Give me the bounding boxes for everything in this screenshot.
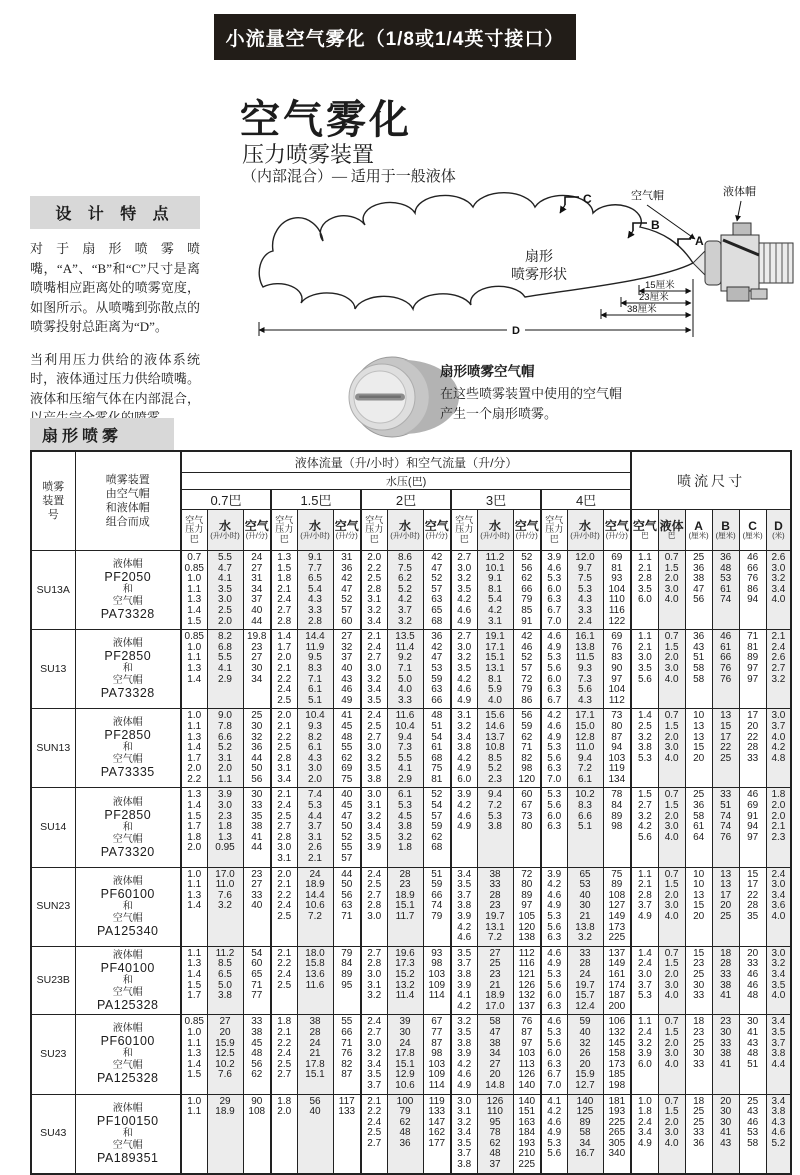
air-flow-values-cell: 55 66 71 76 82 87 — [333, 1015, 361, 1094]
subheader-water: 水 (升/小时) — [297, 510, 333, 551]
air-pressure-values-cell: 1.8 2.0 — [271, 1094, 297, 1174]
device-desc-line: PF60100 — [100, 886, 155, 901]
subheader-air-pressure: 空气 压力 巴 — [361, 510, 387, 551]
device-number-cell: SU23 — [31, 1015, 75, 1094]
device-desc-line: PA189351 — [97, 1150, 159, 1165]
air-pressure-values-cell: 4.6 5.3 5.6 6.0 6.3 6.7 7.0 — [541, 1015, 567, 1094]
col-header-flow-title: 液体流量（升/小时）和空气流量（升/分） — [181, 451, 631, 473]
subheader-water: 水 (升/小时) — [567, 510, 603, 551]
air-flow-values-cell: 40 45 47 50 52 55 57 — [333, 788, 361, 867]
air-pressure-values-cell: 1.3 1.5 1.8 2.1 2.4 2.7 2.8 — [271, 551, 297, 630]
device-number-cell: SU14 — [31, 788, 75, 867]
dim-38cm-label: 38厘米 — [627, 304, 657, 315]
spray-shape-diagram — [235, 183, 800, 348]
dims-b-cell: 23 30 33 38 41 — [712, 1015, 739, 1094]
device-desc-line: 和 — [122, 742, 133, 754]
dims-liquid-bar-cell: 0.7 1.5 2.0 3.0 4.0 — [658, 1015, 685, 1094]
dims-air-bar-cell: 1.1 2.1 3.0 3.5 5.6 — [631, 630, 658, 709]
air-pressure-values-cell: 0.85 1.0 1.1 1.3 1.4 — [181, 630, 207, 709]
dims-liquid-bar-cell: 0.7 1.5 2.0 3.0 4.0 — [658, 551, 685, 630]
air-pressure-values-cell: 0.85 1.0 1.1 1.3 1.4 1.5 — [181, 1015, 207, 1094]
water-flow-values-cell: 7.4 5.3 4.4 3.7 3.1 2.6 2.1 — [297, 788, 333, 867]
dims-b-cell: 36 48 53 61 74 — [712, 551, 739, 630]
water-flow-values-cell: 19.6 17.3 15.2 13.2 11.4 — [387, 946, 423, 1015]
dims-a-cell: 25 36 38 47 56 — [685, 551, 712, 630]
subheader-air-pressure: 空气 压力 巴 — [541, 510, 567, 551]
dims-d-cell: 2.6 3.0 3.2 3.4 4.0 — [766, 551, 791, 630]
air-pressure-values-cell: 3.9 4.6 5.3 6.0 6.3 6.7 7.0 — [541, 551, 567, 630]
air-flow-values-cell: 24 27 31 34 37 40 44 — [243, 551, 271, 630]
device-desc-line: 空气帽 — [112, 596, 143, 608]
air-pressure-values-cell: 2.1 2.2 2.4 2.5 2.7 — [361, 1094, 387, 1174]
device-desc-line: PA125340 — [97, 923, 159, 938]
water-flow-values-cell: 12.0 9.7 7.5 5.3 4.3 3.3 2.4 — [567, 551, 603, 630]
spray-table-body — [31, 551, 791, 1174]
subheader-air: 空气 (升/分) — [243, 510, 271, 551]
device-description-cell — [75, 630, 181, 709]
table-row — [31, 709, 791, 788]
air-flow-values-cell: 44 50 56 63 71 — [333, 867, 361, 946]
subheader-water: 水 (升/小时) — [387, 510, 423, 551]
device-number-cell: SU13 — [31, 630, 75, 709]
air-flow-values-cell: 25 30 32 36 44 50 56 — [243, 709, 271, 788]
device-desc-line: 空气帽 — [112, 986, 143, 998]
device-description-cell — [75, 946, 181, 1015]
air-pressure-values-cell: 4.6 4.9 5.3 5.6 6.0 6.3 — [541, 946, 567, 1015]
device-desc-line: PF2050 — [104, 570, 152, 585]
dims-b-cell: 20 30 30 41 43 — [712, 1094, 739, 1174]
subheader-air: 空气 (升/分) — [423, 510, 451, 551]
air-cap-label: 空气帽 — [631, 190, 664, 202]
air-flow-values-cell: 73 80 87 94 103 119 134 — [603, 709, 631, 788]
device-desc-line: 和 — [122, 900, 133, 912]
design-paragraph-1: 对于扇形喷雾喷嘴，“A”、“B”和“C”尺寸是离喷嘴相应距离处的喷雾宽度，如图所示。从喷嘴到弥散点的喷雾投射总距离为“D”。 — [30, 241, 200, 334]
water-flow-values-cell: 5.5 4.7 4.1 3.5 3.0 2.5 2.0 — [207, 551, 243, 630]
subheader-air: 空气 (升/分) — [513, 510, 541, 551]
dims-liquid-bar-cell: 0.7 1.5 2.0 3.0 4.0 — [658, 709, 685, 788]
device-desc-line: 空气帽 — [112, 912, 143, 924]
water-flow-values-cell: 38 28 24 21 17.8 15.1 — [297, 1015, 333, 1094]
air-pressure-values-cell: 1.3 1.4 1.5 1.7 1.8 2.0 — [181, 788, 207, 867]
pressure-group-2bar: 2巴 — [361, 490, 451, 510]
dims-a-cell: 36 43 51 58 58 — [685, 630, 712, 709]
air-pressure-values-cell: 3.4 3.5 3.7 3.8 3.9 4.2 4.6 — [451, 867, 477, 946]
spray-shape-label-line2: 喷雾形状 — [511, 266, 567, 282]
subheader-air-pressure: 空气 压力 巴 — [181, 510, 207, 551]
dims-d-cell: 2.1 2.4 2.6 2.7 3.2 — [766, 630, 791, 709]
subheader-air-pressure: 空气 压力 巴 — [451, 510, 477, 551]
subheader-air: 空气 (升/分) — [603, 510, 631, 551]
device-description-cell — [75, 788, 181, 867]
water-flow-values-cell: 100 79 62 48 36 — [387, 1094, 423, 1174]
air-flow-values-cell: 31 36 42 47 52 57 60 — [333, 551, 361, 630]
air-flow-values-cell: 52 54 57 59 62 68 — [423, 788, 451, 867]
water-flow-values-cell: 65 53 40 30 21 13.8 3.2 — [567, 867, 603, 946]
air-pressure-values-cell: 4.1 4.2 4.6 4.9 5.3 5.6 — [541, 1094, 567, 1174]
device-desc-line: 空气帽 — [112, 1060, 143, 1072]
water-flow-values-cell: 3.9 3.0 2.3 1.8 1.3 0.95 — [207, 788, 243, 867]
device-desc-line: PA73328 — [100, 607, 155, 622]
air-pressure-values-cell: 2.1 2.2 2.4 2.5 — [271, 946, 297, 1015]
water-flow-values-cell: 140 125 89 58 34 16.7 — [567, 1094, 603, 1174]
device-desc-line: 液体帽 — [112, 1102, 143, 1114]
device-desc-line: 液体帽 — [112, 796, 143, 808]
device-desc-line: 液体帽 — [112, 949, 143, 961]
spray-shape-label-line1: 扇形 — [525, 248, 553, 264]
water-flow-values-cell: 11.6 10.4 9.4 7.3 5.5 4.1 2.9 — [387, 709, 423, 788]
air-pressure-values-cell: 2.4 2.5 2.7 2.8 3.0 — [361, 867, 387, 946]
dims-b-cell: 18 28 33 38 41 — [712, 946, 739, 1015]
air-pressure-values-cell: 2.7 2.8 3.0 3.1 3.2 — [361, 946, 387, 1015]
dim-label-d: D — [512, 325, 520, 337]
dims-c-cell: 20 33 46 46 48 — [739, 946, 766, 1015]
air-pressure-values-cell: 5.3 5.6 6.0 6.3 — [541, 788, 567, 867]
air-cap-caption-line2: 产生一个扇形喷雾。 — [440, 405, 558, 421]
device-desc-line: 空气帽 — [112, 754, 143, 766]
table-row — [31, 630, 791, 709]
air-flow-values-cell: 117 133 — [333, 1094, 361, 1174]
device-desc-line: PA125328 — [97, 1071, 159, 1086]
liquid-cap-label: 液体帽 — [723, 186, 756, 198]
device-description-cell — [75, 1094, 181, 1174]
top-banner — [214, 14, 576, 60]
water-flow-values-cell: 17.1 15.0 12.8 11.0 9.4 7.2 6.1 — [567, 709, 603, 788]
water-flow-values-cell: 11.2 10.1 9.1 8.1 5.4 4.2 3.1 — [477, 551, 513, 630]
design-features-panel — [30, 196, 200, 441]
air-flow-values-cell: 72 80 89 97 105 120 138 — [513, 867, 541, 946]
air-pressure-values-cell: 2.4 2.7 3.0 3.2 3.4 3.5 3.7 — [361, 1015, 387, 1094]
air-pressure-values-cell: 3.1 3.2 3.4 3.8 4.2 4.9 6.0 — [451, 709, 477, 788]
air-cap-caption-title: 扇形喷雾空气帽 — [440, 364, 535, 379]
dims-c-cell: 15 17 22 28 35 — [739, 867, 766, 946]
dims-liquid-bar-cell: 0.7 1.5 2.0 3.0 4.0 — [658, 630, 685, 709]
page-subtitle: 压力喷雾装置 — [242, 142, 375, 167]
dims-air-bar-cell: 1.4 2.5 3.2 3.8 5.3 — [631, 709, 658, 788]
water-flow-values-cell: 56 40 — [297, 1094, 333, 1174]
water-flow-values-cell: 13.5 11.4 9.2 7.1 5.0 4.0 3.3 — [387, 630, 423, 709]
spray-data-table — [30, 450, 792, 1175]
dim-label-c: C — [583, 192, 592, 206]
dims-c-cell: 30 41 43 48 51 — [739, 1015, 766, 1094]
dims-a-cell: 18 25 25 33 36 — [685, 1094, 712, 1174]
fan-air-cap-photo — [342, 350, 437, 445]
air-pressure-values-cell: 2.0 2.1 2.2 2.4 2.5 — [271, 867, 297, 946]
air-pressure-values-cell: 3.2 3.5 3.8 3.9 4.2 4.6 4.9 — [451, 1015, 477, 1094]
device-description-cell — [75, 1015, 181, 1094]
air-flow-values-cell: 41 45 48 55 62 69 75 — [333, 709, 361, 788]
air-pressure-values-cell: 2.7 3.0 3.2 3.5 4.2 4.6 4.9 — [451, 551, 477, 630]
dim-label-a: A — [695, 234, 704, 248]
device-desc-line: 液体帽 — [112, 559, 143, 571]
air-cap-caption-line1: 在这些喷雾装置中使用的空气帽 — [440, 386, 623, 401]
air-pressure-values-cell: 1.8 2.1 2.2 2.4 2.5 2.7 — [271, 1015, 297, 1094]
air-pressure-values-cell: 3.0 3.1 3.2 3.4 3.5 3.9 — [361, 788, 387, 867]
device-desc-line: 和 — [122, 1048, 133, 1060]
dims-c-cell: 25 43 46 53 58 — [739, 1094, 766, 1174]
water-flow-values-cell: 19.1 17.1 15.1 13.1 8.1 5.9 4.0 — [477, 630, 513, 709]
water-flow-values-cell: 33 28 24 19.7 15.7 12.4 — [567, 946, 603, 1015]
device-description-cell — [75, 709, 181, 788]
water-flow-values-cell: 18.0 15.8 13.6 11.6 — [297, 946, 333, 1015]
air-flow-values-cell: 76 87 97 103 113 126 140 — [513, 1015, 541, 1094]
water-flow-values-cell: 59 40 32 26 20 15.9 12.7 — [567, 1015, 603, 1094]
dims-liquid-bar-cell: 0.7 1.5 2.0 3.0 4.0 — [658, 946, 685, 1015]
air-pressure-values-cell: 3.9 4.2 4.6 4.9 5.3 5.6 6.3 — [541, 867, 567, 946]
dims-c-cell: 17 20 22 28 33 — [739, 709, 766, 788]
device-desc-line: 和 — [122, 663, 133, 675]
air-flow-values-cell: 90 108 — [243, 1094, 271, 1174]
air-flow-values-cell: 67 77 87 98 103 109 114 — [423, 1015, 451, 1094]
nozzle-cross-section — [693, 223, 793, 301]
dims-b-cell: 33 51 74 74 76 — [712, 788, 739, 867]
water-flow-values-cell: 9.4 7.2 5.3 3.8 — [477, 788, 513, 867]
device-description-cell — [75, 867, 181, 946]
dim-23cm-label: 23厘米 — [639, 292, 669, 303]
dims-b-cell: 13 13 17 20 25 — [712, 867, 739, 946]
air-pressure-values-cell: 2.7 3.0 3.2 3.5 4.2 4.6 4.9 — [451, 630, 477, 709]
air-flow-values-cell: 93 98 103 109 114 — [423, 946, 451, 1015]
design-features-header: 设 计 特 点 — [30, 196, 200, 229]
air-pressure-values-cell: 4.6 4.9 5.3 5.6 6.0 6.3 6.7 — [541, 630, 567, 709]
table-row — [31, 1015, 791, 1094]
dims-a-cell: 10 10 13 15 20 — [685, 867, 712, 946]
dims-liquid-bar-cell: 0.7 1.5 2.0 3.0 4.0 — [658, 788, 685, 867]
dims-air-bar-cell: 1.1 2.1 2.8 3.5 6.0 — [631, 551, 658, 630]
device-desc-line: 液体帽 — [112, 875, 143, 887]
air-pressure-values-cell: 1.4 1.7 2.0 2.1 2.2 2.4 2.5 — [271, 630, 297, 709]
device-desc-line: 液体帽 — [112, 1023, 143, 1035]
water-flow-values-cell: 39 30 24 17.8 15.1 12.9 10.6 — [387, 1015, 423, 1094]
air-flow-values-cell: 119 133 147 162 177 — [423, 1094, 451, 1174]
air-pressure-values-cell: 4.2 4.6 4.9 5.3 5.6 6.3 7.0 — [541, 709, 567, 788]
air-pressure-values-cell: 2.1 2.4 2.5 2.7 2.8 3.0 3.1 — [271, 788, 297, 867]
water-flow-values-cell: 16.1 13.8 11.5 9.3 7.3 5.6 4.3 — [567, 630, 603, 709]
device-desc-line: PA73328 — [100, 686, 155, 701]
water-flow-values-cell: 15.6 14.6 13.7 10.8 8.5 5.2 2.3 — [477, 709, 513, 788]
dims-a-cell: 15 23 25 30 33 — [685, 946, 712, 1015]
water-flow-values-cell: 27 25 23 21 18.9 17.0 — [477, 946, 513, 1015]
subheader-dims-a: A (厘米) — [685, 510, 712, 551]
air-flow-values-cell: 23 27 33 40 — [243, 867, 271, 946]
device-number-cell: SU43 — [31, 1094, 75, 1174]
air-cap-caption — [440, 360, 720, 423]
air-pressure-values-cell: 2.0 2.2 2.5 2.8 3.1 3.2 3.4 — [361, 551, 387, 630]
device-number-cell: SUN13 — [31, 709, 75, 788]
device-desc-line: 空气帽 — [112, 675, 143, 687]
air-flow-values-cell: 140 151 163 184 193 210 225 — [513, 1094, 541, 1174]
dims-d-cell: 2.4 3.0 3.4 3.6 4.0 — [766, 867, 791, 946]
water-flow-values-cell: 38 33 28 23 19.7 13.1 7.2 — [477, 867, 513, 946]
air-pressure-values-cell: 3.9 4.2 4.6 4.9 — [451, 788, 477, 867]
banner-text: 小流量空气雾化（1/8或1/4英寸接口） — [225, 28, 565, 50]
air-flow-values-cell: 51 59 66 74 79 — [423, 867, 451, 946]
dims-air-bar-cell: 1.5 2.7 3.2 4.2 5.6 — [631, 788, 658, 867]
device-desc-line: PF2850 — [104, 807, 152, 822]
air-flow-values-cell: 42 47 52 57 63 65 68 — [423, 551, 451, 630]
dim-label-b: B — [651, 218, 660, 232]
air-flow-values-cell: 48 51 54 61 68 75 81 — [423, 709, 451, 788]
device-desc-line: 液体帽 — [112, 638, 143, 650]
device-desc-line: 空气帽 — [112, 833, 143, 845]
air-pressure-values-cell: 1.0 1.1 1.3 1.4 1.7 2.0 2.2 — [181, 709, 207, 788]
device-desc-line: 和 — [122, 584, 133, 596]
water-flow-values-cell: 28 23 18.9 15.1 11.7 — [387, 867, 423, 946]
dim-15cm-label: 15厘米 — [645, 280, 675, 291]
water-flow-values-cell: 8.6 7.5 6.2 5.2 4.2 3.7 3.2 — [387, 551, 423, 630]
air-pressure-values-cell: 1.0 1.1 1.3 1.4 — [181, 867, 207, 946]
table-row — [31, 551, 791, 630]
device-number-cell: SUN23 — [31, 867, 75, 946]
dims-b-cell: 13 15 17 22 25 — [712, 709, 739, 788]
water-flow-values-cell: 9.1 7.7 6.5 5.4 4.3 3.3 2.8 — [297, 551, 333, 630]
air-flow-values-cell: 30 33 35 38 41 44 — [243, 788, 271, 867]
dims-air-bar-cell: 1.1 2.4 3.2 3.9 6.0 — [631, 1015, 658, 1094]
water-flow-values-cell: 10.2 8.3 6.6 5.1 — [567, 788, 603, 867]
col-header-dims-title: 喷流尺寸 — [631, 451, 791, 510]
device-desc-line: PF60100 — [100, 1034, 155, 1049]
dims-a-cell: 25 36 58 61 64 — [685, 788, 712, 867]
water-flow-values-cell: 9.0 7.8 6.6 5.2 3.1 2.0 1.1 — [207, 709, 243, 788]
subheader-dims-d: D (米) — [766, 510, 791, 551]
air-flow-values-cell: 52 56 62 66 79 85 91 — [513, 551, 541, 630]
air-flow-values-cell: 78 84 89 98 — [603, 788, 631, 867]
col-header-water-pressure: 水压(巴) — [181, 473, 631, 490]
air-pressure-values-cell: 1.0 1.1 — [181, 1094, 207, 1174]
water-flow-values-cell: 27 20 15.9 12.5 10.2 7.6 — [207, 1015, 243, 1094]
air-pressure-values-cell: 2.1 2.4 2.7 3.0 3.2 3.4 3.5 — [361, 630, 387, 709]
subheader-water: 水 (升/小时) — [207, 510, 243, 551]
water-flow-values-cell: 6.1 5.3 4.5 3.8 3.2 1.8 — [387, 788, 423, 867]
pressure-group-4bar: 4巴 — [541, 490, 631, 510]
air-flow-values-cell: 56 59 62 71 82 98 120 — [513, 709, 541, 788]
dims-liquid-bar-cell: 0.7 1.5 2.0 3.0 4.0 — [658, 867, 685, 946]
fan-spray-section-header: 扇形喷雾 — [30, 418, 174, 451]
dims-air-bar-cell: 1.1 2.1 2.8 3.7 4.9 — [631, 867, 658, 946]
air-flow-values-cell: 36 42 47 53 59 63 66 — [423, 630, 451, 709]
subheader-water: 水 (升/小时) — [477, 510, 513, 551]
water-flow-values-cell: 29 18.9 — [207, 1094, 243, 1174]
dims-d-cell: 3.0 3.2 3.4 3.5 4.0 — [766, 946, 791, 1015]
water-flow-values-cell: 24 18.9 14.4 10.6 7.2 — [297, 867, 333, 946]
dims-d-cell: 1.8 2.0 2.0 2.1 2.3 — [766, 788, 791, 867]
air-flow-values-cell: 69 76 83 90 97 104 112 — [603, 630, 631, 709]
subheader-dims-air: 空气 巴 — [631, 510, 658, 551]
dims-d-cell: 3.0 3.7 4.0 4.2 4.8 — [766, 709, 791, 788]
device-desc-line: PA125328 — [97, 997, 159, 1012]
dims-c-cell: 46 69 91 94 97 — [739, 788, 766, 867]
water-flow-values-cell: 14.4 11.9 9.5 8.3 7.1 6.1 5.1 — [297, 630, 333, 709]
device-desc-line: PF2850 — [104, 728, 152, 743]
table-row — [31, 1094, 791, 1174]
device-desc-line: 和 — [122, 974, 133, 986]
air-flow-values-cell: 19.8 23 27 30 34 — [243, 630, 271, 709]
dims-air-bar-cell: 1.0 1.8 2.4 3.4 4.9 — [631, 1094, 658, 1174]
dims-b-cell: 46 61 66 76 76 — [712, 630, 739, 709]
table-row — [31, 788, 791, 867]
air-flow-values-cell: 60 67 73 80 — [513, 788, 541, 867]
spray-cloud-outline — [259, 193, 693, 309]
air-flow-values-cell: 112 116 121 126 132 137 — [513, 946, 541, 1015]
device-desc-line: PF100150 — [96, 1113, 159, 1128]
pressure-group-0.7bar: 0.7巴 — [181, 490, 271, 510]
device-desc-line: PA73320 — [100, 844, 155, 859]
dims-c-cell: 71 81 89 97 97 — [739, 630, 766, 709]
water-flow-values-cell: 58 47 38 34 27 20 14.8 — [477, 1015, 513, 1094]
air-pressure-values-cell: 0.7 0.85 1.0 1.1 1.3 1.4 1.5 — [181, 551, 207, 630]
subheader-dims-liquid: 液体 巴 — [658, 510, 685, 551]
subheader-air-pressure: 空气 压力 巴 — [271, 510, 297, 551]
dims-a-cell: 10 13 13 15 20 — [685, 709, 712, 788]
air-flow-values-cell: 79 84 89 95 — [333, 946, 361, 1015]
pressure-group-1.5bar: 1.5巴 — [271, 490, 361, 510]
air-flow-values-cell: 54 60 65 71 77 — [243, 946, 271, 1015]
device-desc-line: 和 — [122, 1127, 133, 1139]
air-flow-values-cell: 137 149 161 174 187 200 — [603, 946, 631, 1015]
pressure-group-3bar: 3巴 — [451, 490, 541, 510]
device-desc-line: 空气帽 — [112, 1139, 143, 1151]
dims-d-cell: 3.4 3.8 4.3 4.6 5.2 — [766, 1094, 791, 1174]
dims-c-cell: 46 66 76 86 94 — [739, 551, 766, 630]
water-flow-values-cell: 17.0 11.0 7.6 3.2 — [207, 867, 243, 946]
air-pressure-values-cell: 2.4 2.5 2.7 3.0 3.2 3.5 3.8 — [361, 709, 387, 788]
subheader-dims-b: B (厘米) — [712, 510, 739, 551]
air-flow-values-cell: 106 132 145 158 173 185 198 — [603, 1015, 631, 1094]
device-desc-line: PF2850 — [104, 649, 152, 664]
dims-air-bar-cell: 1.4 2.4 3.0 3.7 5.3 — [631, 946, 658, 1015]
air-flow-values-cell: 75 89 108 127 149 173 225 — [603, 867, 631, 946]
table-row — [31, 867, 791, 946]
water-flow-values-cell: 10.4 9.3 8.2 6.1 4.3 3.0 2.0 — [297, 709, 333, 788]
device-description-cell — [75, 551, 181, 630]
air-flow-values-cell: 33 38 45 48 56 62 — [243, 1015, 271, 1094]
device-desc-line: 和 — [122, 821, 133, 833]
dims-a-cell: 18 23 25 30 33 — [685, 1015, 712, 1094]
device-desc-line: PF40100 — [100, 960, 155, 975]
device-number-cell: SU23B — [31, 946, 75, 1015]
device-desc-line: 液体帽 — [112, 717, 143, 729]
air-flow-values-cell: 42 46 52 57 72 79 86 — [513, 630, 541, 709]
dims-liquid-bar-cell: 0.7 1.5 2.0 3.0 4.0 — [658, 1094, 685, 1174]
design-paragraph-2: 当利用压力供给的液体系统时，液体通过压力供给喷嘴。液体和压缩气体在内部混合， — [30, 351, 200, 406]
water-flow-values-cell: 11.2 8.5 6.5 5.0 3.8 — [207, 946, 243, 1015]
page-title: 空气雾化 — [240, 98, 412, 142]
subheader-dims-c: C (厘米) — [739, 510, 766, 551]
air-flow-values-cell: 181 193 225 265 305 340 — [603, 1094, 631, 1174]
air-flow-values-cell: 69 81 93 104 110 116 122 — [603, 551, 631, 630]
water-flow-values-cell: 126 110 95 78 62 48 37 — [477, 1094, 513, 1174]
table-row — [31, 946, 791, 1015]
dims-d-cell: 3.4 3.5 3.7 3.8 4.4 — [766, 1015, 791, 1094]
air-pressure-values-cell: 1.1 1.3 1.4 1.5 1.7 — [181, 946, 207, 1015]
col-header-device-no: 喷雾 装置 号 — [31, 451, 75, 551]
water-flow-values-cell: 8.2 6.8 5.5 4.1 2.9 — [207, 630, 243, 709]
air-pressure-values-cell: 3.5 3.7 3.8 3.9 4.1 4.2 — [451, 946, 477, 1015]
subheader-air: 空气 (升/分) — [333, 510, 361, 551]
air-flow-values-cell: 27 32 37 40 43 46 49 — [333, 630, 361, 709]
air-pressure-values-cell: 3.0 3.1 3.2 3.4 3.5 3.7 3.8 — [451, 1094, 477, 1174]
page-subtitle-2: （内部混合）— 适用于一般液体 — [242, 169, 456, 185]
col-header-device-combo: 喷雾装置 由空气帽 和液体帽 组合而成 — [75, 451, 181, 551]
device-number-cell: SU13A — [31, 551, 75, 630]
air-pressure-values-cell: 2.0 2.1 2.2 2.5 2.8 3.1 3.4 — [271, 709, 297, 788]
device-desc-line: PA73335 — [100, 765, 155, 780]
